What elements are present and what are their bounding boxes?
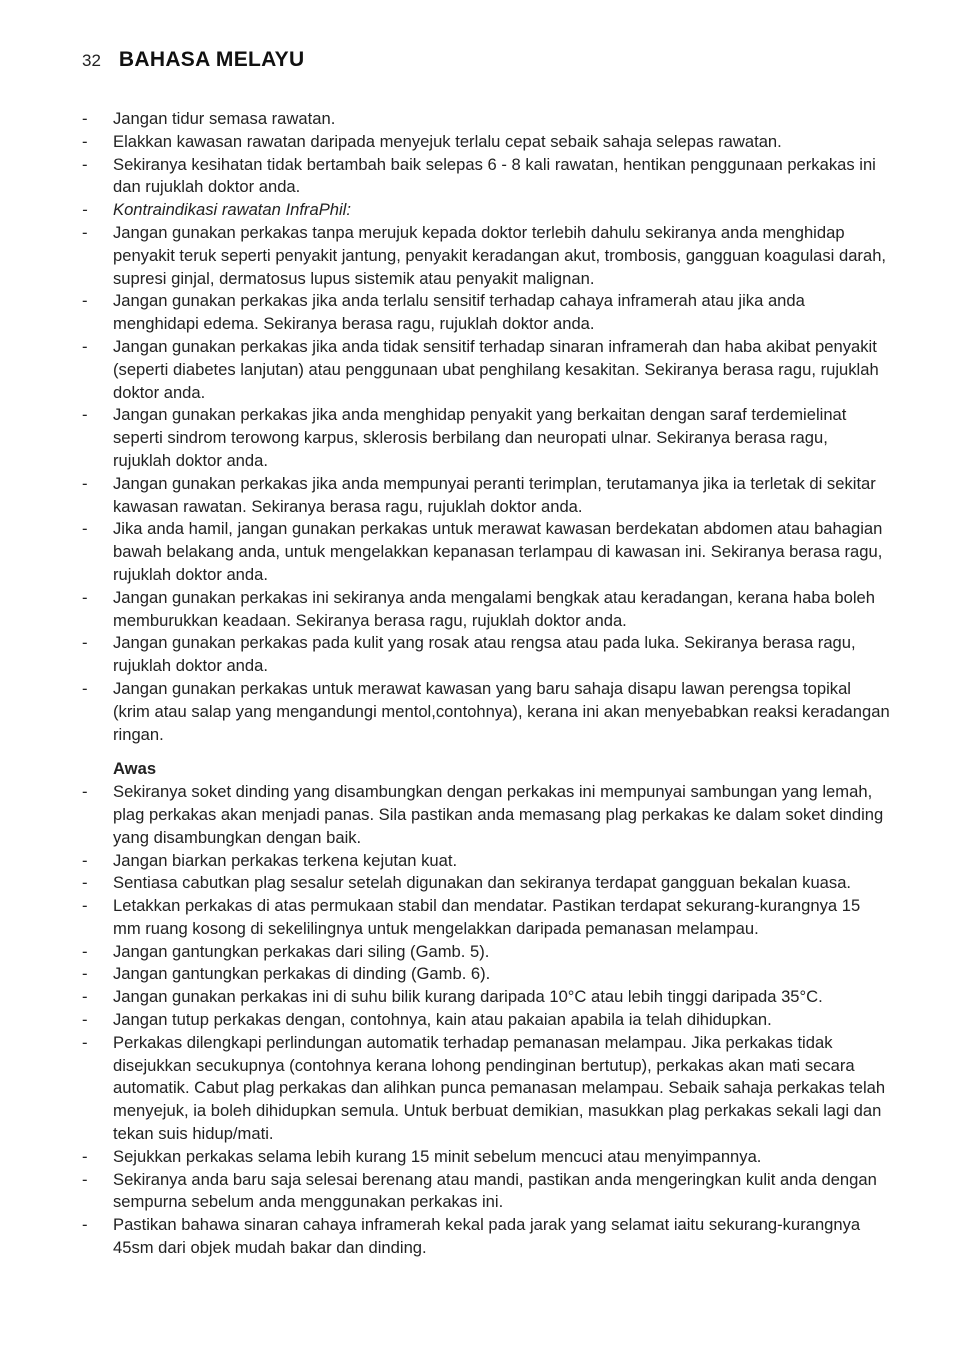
page-title: BAHASA MELAYU bbox=[118, 48, 305, 71]
list-item: - Jangan gantungkan perkakas dari siling (Gamb. 5). bbox=[82, 941, 890, 964]
list-item: - Jangan gunakan perkakas untuk merawat kawasan yang baru sahaja disapu lawan perengsa topikal (krim atau salap yang mengandungi mentol,contohnya), kerana ini akan menyebabkan reaksi keradangan ringan. bbox=[82, 678, 890, 746]
list-item: - Jangan gunakan perkakas jika anda menghidap penyakit yang berkaitan dengan saraf terdemielinat seperti sindrom terowong karpus, sklerosis berbilang dan neuropati ulnar. Sekiranya berasa ragu, rujuklah doktor anda. bbox=[82, 404, 890, 472]
list-item: - Jangan gunakan perkakas jika anda tidak sensitif terhadap sinaran inframerah dan haba akibat penyakit (seperti diabetes lanjutan) atau penggunaan ubat penghilang kesakitan. Sekiranya berasa ragu, rujuklah doktor anda. bbox=[82, 336, 890, 404]
list-item: - Letakkan perkakas di atas permukaan stabil dan mendatar. Pastikan terdapat sekurang-kurangnya 15 mm ruang kosong di sekelilingnya untuk mengelakkan daripada pemanasan melampau. bbox=[82, 895, 890, 941]
list-item: - Jangan gantungkan perkakas di dinding (Gamb. 6). bbox=[82, 963, 890, 986]
list-item: - Jangan tidur semasa rawatan. bbox=[82, 108, 890, 131]
list-item: - Sekiranya soket dinding yang disambungkan dengan perkakas ini mempunyai sambungan yang lemah, plag perkakas akan menjadi panas. Sila pastikan anda memasang plag perkakas ke dalam soket dinding yang disambungkan dengan baik. bbox=[82, 781, 890, 849]
list-item: - Sekiranya anda baru saja selesai berenang atau mandi, pastikan anda mengeringkan kulit anda dengan sempurna sebelum anda menggunakan perkakas ini. bbox=[82, 1169, 890, 1215]
list-item: - Sentiasa cabutkan plag sesalur setelah digunakan dan sekiranya terdapat gangguan bekalan kuasa. bbox=[82, 872, 890, 895]
list-item: - Kontraindikasi rawatan InfraPhil: bbox=[82, 199, 890, 222]
warning-list bbox=[82, 781, 890, 1260]
list-item: - Jangan gunakan perkakas jika anda terlalu sensitif terhadap cahaya inframerah atau jika anda menghidapi edema. Sekiranya berasa ragu, rujuklah doktor anda. bbox=[82, 290, 890, 336]
section-heading: Awas bbox=[113, 759, 157, 779]
list-item: - Jangan gunakan perkakas tanpa merujuk kepada doktor terlebih dahulu sekiranya anda menghidap penyakit teruk seperti penyakit jantung, penyakit keradangan akut, trombosis, gangguan koagulasi darah, supresi ginjal, dermatosus lupus sistemik atau penyakit malignan. bbox=[82, 222, 890, 290]
list-item: - Perkakas dilengkapi perlindungan automatik terhadap pemanasan melampau. Jika perkakas tidak disejukkan secukupnya (contohnya kerana lohong pendinginan bertutup), perkakas akan mati secara automatik. Cabut plag perkakas dan alihkan punca pemanasan melampau. Sebaik sahaja perkakas telah menyejuk, ia boleh dihidupkan semula. Untuk berbuat demikian, masukkan plag perkakas sekali lagi dan tekan suis hidup/mati. bbox=[82, 1032, 890, 1146]
list-item: - Jika anda hamil, jangan gunakan perkakas untuk merawat kawasan berdekatan abdomen atau bahagian bawah belakang anda, untuk mengelakkan kepanasan terlampau di kawasan ini. Sekiranya berasa ragu, rujuklah doktor anda. bbox=[82, 518, 890, 586]
list-item: - Elakkan kawasan rawatan daripada menyejuk terlalu cepat sebaik sahaja selepas rawatan. bbox=[82, 131, 890, 154]
list-item: - Sejukkan perkakas selama lebih kurang 15 minit sebelum mencuci atau menyimpannya. bbox=[82, 1146, 890, 1169]
list-item: - Jangan biarkan perkakas terkena kejutan kuat. bbox=[82, 850, 890, 873]
document-body bbox=[82, 108, 890, 1260]
list-item: - Sekiranya kesihatan tidak bertambah baik selepas 6 - 8 kali rawatan, hentikan penggunaan perkakas ini dan rujuklah doktor anda. bbox=[82, 154, 890, 200]
list-item: - Jangan tutup perkakas dengan, contohnya, kain atau pakaian apabila ia telah dihidupkan. bbox=[82, 1009, 890, 1032]
list-item: - Jangan gunakan perkakas ini sekiranya anda mengalami bengkak atau keradangan, kerana haba boleh memburukkan keadaan. Sekiranya berasa ragu, rujuklah doktor anda. bbox=[82, 587, 890, 633]
page-number: 32 bbox=[82, 51, 101, 70]
list-item: - Jangan gunakan perkakas pada kulit yang rosak atau rengsa atau pada luka. Sekiranya berasa ragu, rujuklah doktor anda. bbox=[82, 632, 890, 678]
page-header bbox=[82, 48, 304, 72]
precautions-list bbox=[82, 108, 890, 746]
list-item: - Jangan gunakan perkakas jika anda mempunyai peranti terimplan, terutamanya jika ia terletak di sekitar kawasan rawatan. Sekiranya berasa ragu, rujuklah doktor anda. bbox=[82, 473, 890, 519]
list-item: - Pastikan bahawa sinaran cahaya inframerah kekal pada jarak yang selamat iaitu sekurang-kurangnya 45sm dari objek mudah bakar dan dinding. bbox=[82, 1214, 890, 1260]
list-item: - Jangan gunakan perkakas ini di suhu bilik kurang daripada 10°C atau lebih tinggi daripada 35°C. bbox=[82, 986, 890, 1009]
